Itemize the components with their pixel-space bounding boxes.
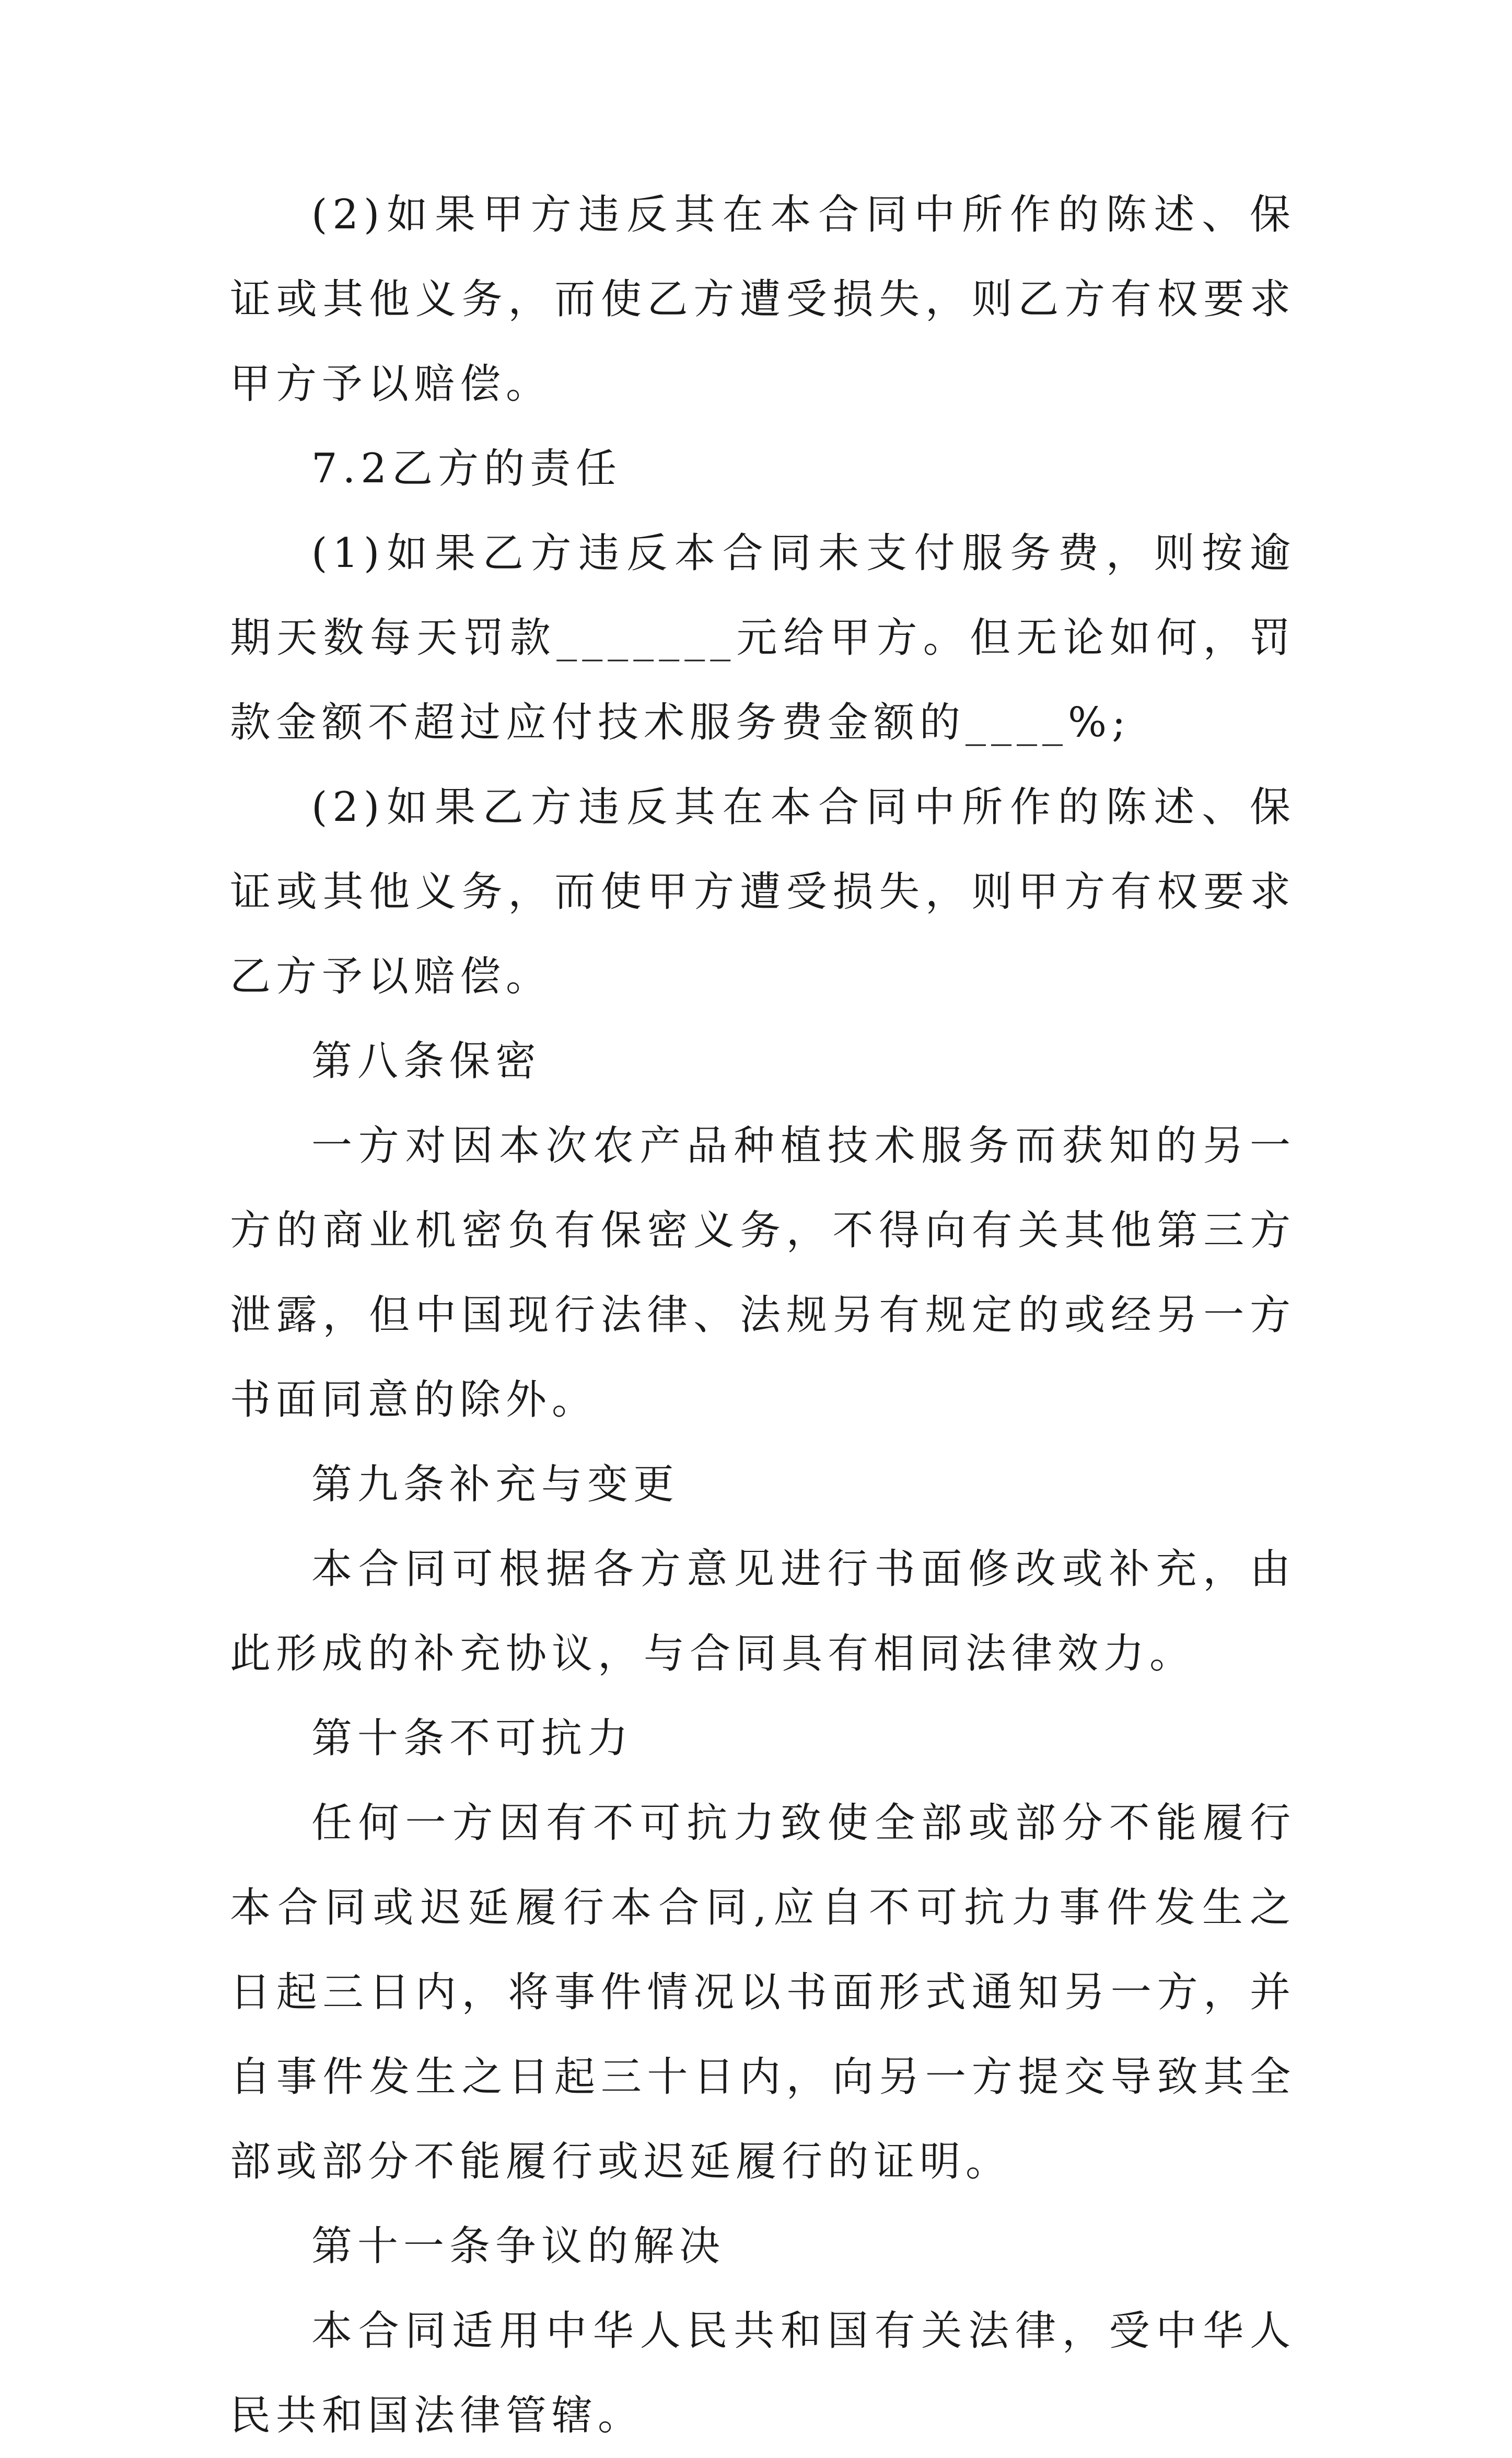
article-11-heading: 第十一条争议的解决 [311, 2223, 726, 2270]
section-7-2-heading: 7.2乙方的责任 [311, 445, 622, 492]
article-8-body: 一方对因本次农产品种植技术服务而获知的另一方的商业机密负有保密义务，不得向有关其他第三方泄露，但中国现行法律、法规另有规定的或经另一方书面同意的除外。 [230, 1122, 1296, 1423]
article-11-body: 本合同适用中华人民共和国有关法律，受中华人民共和国法律管辖。 [230, 2308, 1296, 2439]
clause-7-2-1: (1)如果乙方违反本合同未支付服务费，则按逾期天数每天罚款_______元给甲方。但无论如何，罚款金额不超过应付技术服务费金额的____%; [230, 530, 1296, 746]
clause-7-2-2: (2)如果乙方违反其在本合同中所作的陈述、保证或其他义务，而使甲方遭受损失，则甲方有权要求乙方予以赔偿。 [230, 784, 1296, 1000]
clause-7-1-2: (2)如果甲方违反其在本合同中所作的陈述、保证或其他义务，而使乙方遭受损失，则乙方有权要求甲方予以赔偿。 [230, 191, 1296, 408]
article-8-heading: 第八条保密 [311, 1038, 542, 1085]
article-10-body: 任何一方因有不可抗力致使全部或部分不能履行本合同或迟延履行本合同,应自不可抗力事件发生之日起三日内，将事件情况以书面形式通知另一方，并自事件发生之日起三十日内，向另一方提交导致其全部或部分不能履行或迟延履行的证明。 [230, 1800, 1296, 2185]
article-9-body: 本合同可根据各方意见进行书面修改或补充，由此形成的补充协议，与合同具有相同法律效力。 [230, 1546, 1296, 1677]
article-10-heading: 第十条不可抗力 [311, 1715, 634, 1762]
document-body [230, 172, 1296, 2458]
article-9-heading: 第九条补充与变更 [311, 1461, 680, 1508]
